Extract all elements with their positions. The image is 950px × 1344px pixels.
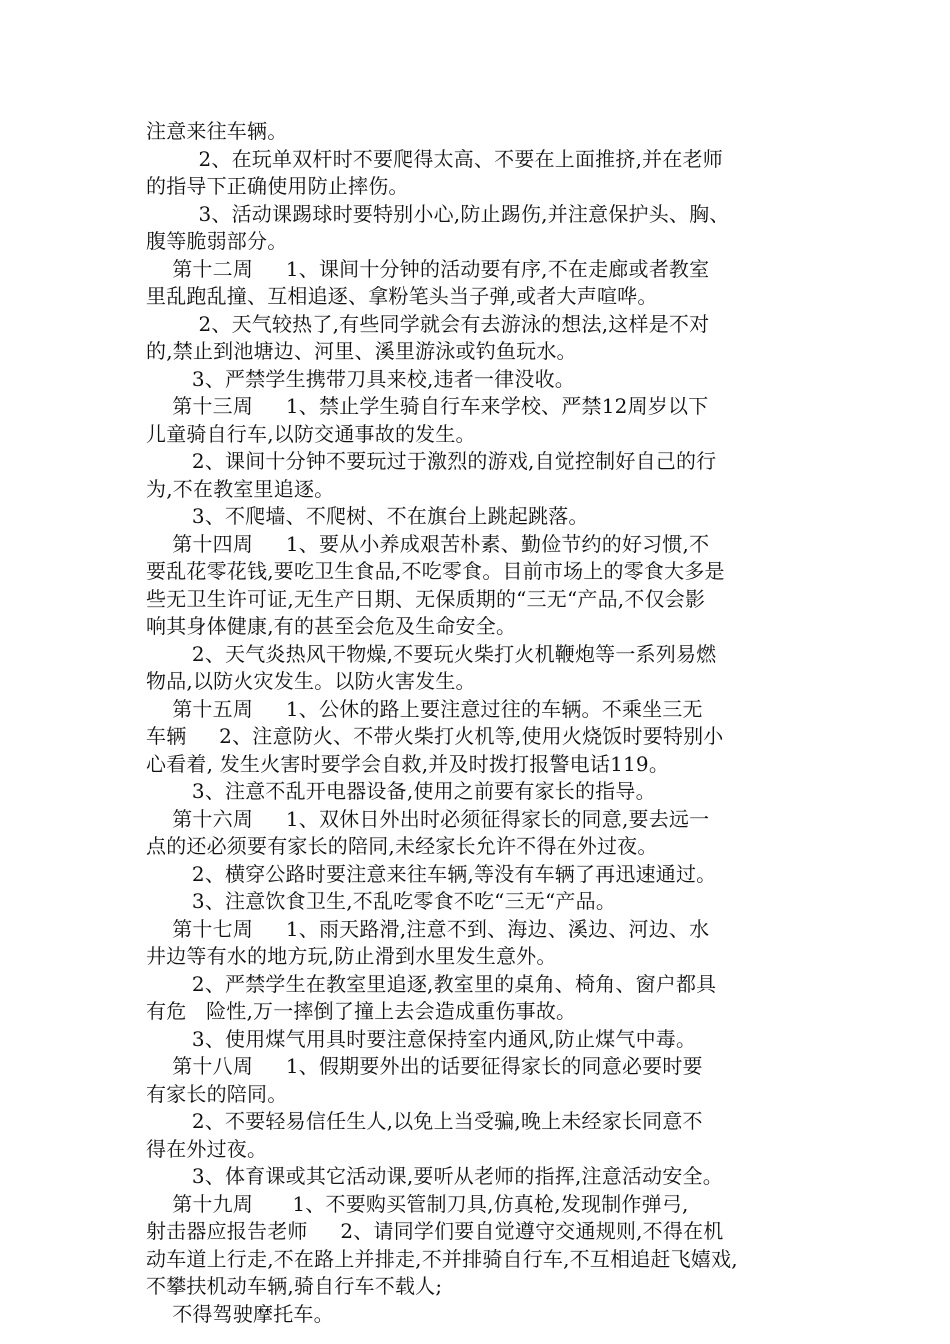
text-line: 腹等脆弱部分。	[146, 229, 288, 253]
text-line: 射击器应报告老师 2、请同学们要自觉遵守交通规则,不得在机	[146, 1219, 724, 1243]
text-line: 车辆 2、注意防火、不带火柴打火机等,使用火烧饭时要特别小	[146, 724, 724, 748]
text-line: 2、课间十分钟不要玩过于激烈的游戏,自觉控制好自己的行	[146, 449, 717, 473]
text-line: 3、严禁学生携带刀具来校,违者一律没收。	[146, 366, 575, 391]
text-line: 动车道上行走,不在路上并排走,不并排骑自行车,不互相追赶飞嬉戏,	[146, 1246, 738, 1271]
text-line: 第十九周 1、不要购买管制刀具,仿真枪,发现制作弹弓,	[146, 1191, 689, 1216]
text-line: 第十七周 1、雨天路滑,注意不到、海边、溪边、河边、水	[146, 916, 710, 941]
text-line: 不得驾驶摩托车。	[146, 1301, 334, 1326]
text-line: 3、使用煤气用具时要注意保持室内通风,防止煤气中毒。	[146, 1026, 697, 1051]
text-line: 3、注意饮食卫生,不乱吃零食不吃“三无“产品。	[146, 889, 617, 913]
text-line: 要乱花零花钱,要吃卫生食品,不吃零食。目前市场上的零食大多是	[146, 559, 725, 583]
text-line: 2、天气较热了,有些同学就会有去游泳的想法,这样是不对	[146, 311, 710, 336]
text-line: 2、不要轻易信任生人,以免上当受骗,晚上未经家长同意不	[146, 1109, 703, 1133]
text-line: 2、在玩单双杆时不要爬得太高、不要在上面推挤,并在老师	[146, 146, 723, 171]
text-line: 第十五周 1、公休的路上要注意过往的车辆。不乘坐三无	[146, 696, 703, 721]
text-line: 儿童骑自行车,以防交通事故的发生。	[146, 421, 476, 446]
text-line: 3、注意不乱开电器设备,使用之前要有家长的指导。	[146, 779, 656, 803]
text-line: 3、体育课或其它活动课,要听从老师的指挥,注意活动安全。	[146, 1164, 723, 1188]
text-line: 响其身体健康,有的甚至会危及生命安全。	[146, 614, 517, 638]
text-line: 里乱跑乱撞、互相追逐、拿粉笔头当子弹,或者大声喧哗。	[146, 284, 658, 308]
text-line: 3、不爬墙、不爬树、不在旗台上跳起跳落。	[146, 504, 589, 528]
text-line: 2、天气炎热风干物燥,不要玩火柴打火机鞭炮等一系列易燃	[146, 641, 717, 666]
text-line: 3、活动课踢球时要特别小心,防止踢伤,并注意保护头、胸、	[146, 201, 730, 226]
text-line: 第十三周 1、禁止学生骑自行车来学校、严禁12周岁以下	[146, 394, 709, 418]
text-line: 2、严禁学生在教室里追逐,教室里的桌角、椅角、窗户都具	[146, 971, 717, 996]
text-line: 注意来往车辆。	[146, 119, 288, 143]
text-line: 物品,以防火灾发生。以防火害发生。	[146, 669, 476, 693]
text-line: 些无卫生许可证,无生产日期、无保质期的“三无“产品,不仅会影	[146, 586, 706, 611]
text-line: 得在外过夜。	[146, 1136, 268, 1161]
text-line: 心看着, 发生火害时要学会自救,并及时拨打报警电话119。	[146, 751, 670, 776]
text-line: 有危 险性,万一摔倒了撞上去会造成重伤事故。	[146, 999, 577, 1023]
text-line: 2、横穿公路时要注意来往车辆,等没有车辆了再迅速通过。	[146, 861, 717, 886]
text-line: 有家长的陪同。	[146, 1081, 288, 1106]
text-line: 的指导下正确使用防止摔伤。	[146, 174, 409, 198]
text-line: 第十四周 1、要从小养成艰苦朴素、勤俭节约的好习惯,不	[146, 531, 710, 556]
text-line: 不攀扶机动车辆,骑自行车不载人;	[146, 1274, 443, 1298]
text-line: 第十八周 1、假期要外出的话要征得家长的同意必要时要	[146, 1054, 703, 1078]
text-line: 点的还必须要有家长的陪同,未经家长允许不得在外过夜。	[146, 834, 658, 858]
text-line: 第十六周 1、双休日外出时必须征得家长的同意,要去远一	[146, 806, 710, 831]
text-line: 第十二周 1、课间十分钟的活动要有序,不在走廊或者教室	[146, 256, 710, 281]
text-line: 井边等有水的地方玩,防止滑到水里发生意外。	[146, 944, 557, 968]
text-line: 的,禁止到池塘边、河里、溪里游泳或钓鱼玩水。	[146, 339, 577, 363]
text-line: 为,不在教室里追逐。	[146, 476, 335, 501]
document-body-text	[146, 118, 810, 1328]
